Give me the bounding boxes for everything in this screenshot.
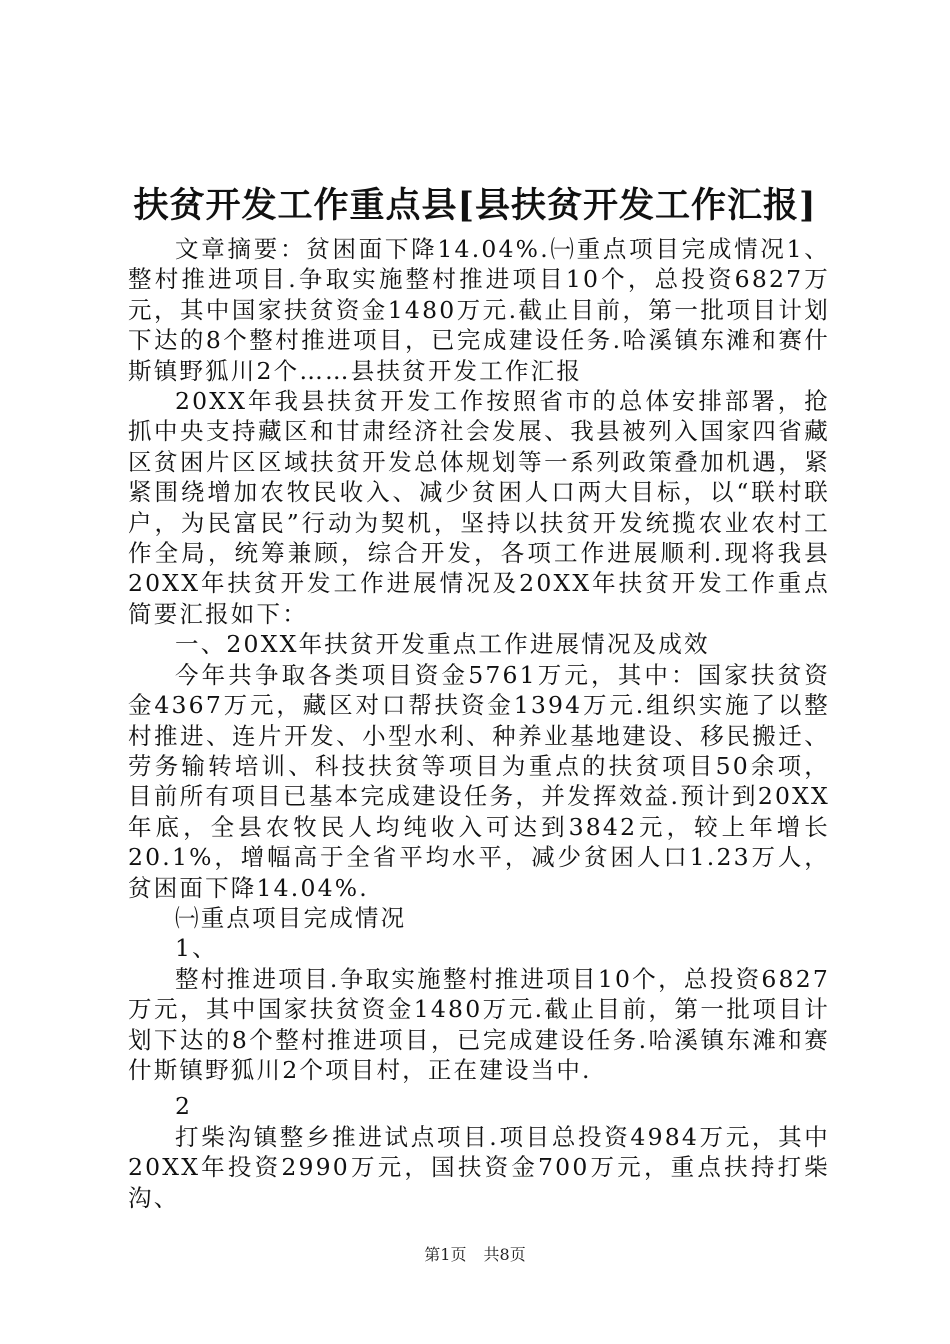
section-heading: 一、20XX年扶贫开发重点工作进展情况及成效 [175, 630, 710, 659]
document-body [128, 234, 830, 1213]
abstract-paragraph: 文章摘要：贫困面下降14.04%.㈠重点项目完成情况1、整村推进项目.争取实施整村推进项目10个，总投资6827万元，其中国家扶贫资金1480万元.截止目前，第一批项目计划下达的8个整村推进项目，已完成建设任务.哈溪镇东滩和赛什斯镇野狐川2个……县扶贫开发工作汇报 [128, 235, 830, 385]
document-title: 扶贫开发工作重点县[县扶贫开发工作汇报] [133, 185, 817, 226]
village-project-paragraph: 整村推进项目.争取实施整村推进项目10个，总投资6827万元，其中国家扶贫资金1480万元.截止目前，第一批项目计划下达的8个整村推进项目，已完成建设任务.哈溪镇东滩和赛什斯镇野狐川2个项目村，正在建设当中. [128, 964, 830, 1084]
funding-paragraph: 今年共争取各类项目资金5761万元，其中：国家扶贫资金4367万元，藏区对口帮扶资金1394万元.组织实施了以整村推进、连片开发、小型水利、种养业基地建设、移民搬迁、劳务输转培训、科技扶贫等项目为重点的扶贫项目50余项，目前所有项目已基本完成建设任务，并发挥效益.预计到20XX年底，全县农牧民人均纯收入可达到3842元，较上年增长20.1%，增幅高于全省平均水平，减少贫困人口1.23万人，贫困面下降14.04%. [128, 660, 830, 902]
subsection-heading: ㈠重点项目完成情况 [175, 903, 407, 932]
page-number: 第1页 [424, 1245, 467, 1264]
page-footer [0, 1244, 950, 1266]
item-number-2: 2 [175, 1092, 193, 1121]
township-project-paragraph: 打柴沟镇整乡推进试点项目.项目总投资4984万元，其中20XX年投资2990万元，国扶资金700万元，重点扶持打柴沟、 [128, 1122, 830, 1212]
page-total: 共8页 [483, 1245, 526, 1264]
item-number-1: 1、 [175, 934, 218, 963]
intro-paragraph: 20XX年我县扶贫开发工作按照省市的总体安排部署，抢抓中央支持藏区和甘肃经济社会发展、我县被列入国家四省藏区贫困片区区域扶贫开发总体规划等一系列政策叠加机遇，紧紧围绕增加农牧民收入、减少贫困人口两大目标，以“联村联户，为民富民”行动为契机，坚持以扶贫开发统揽农业农村工作全局，统筹兼顾，综合开发，各项工作进展顺利.现将我县20XX年扶贫开发工作进展情况及20XX年扶贫开发工作重点简要汇报如下： [128, 387, 830, 628]
